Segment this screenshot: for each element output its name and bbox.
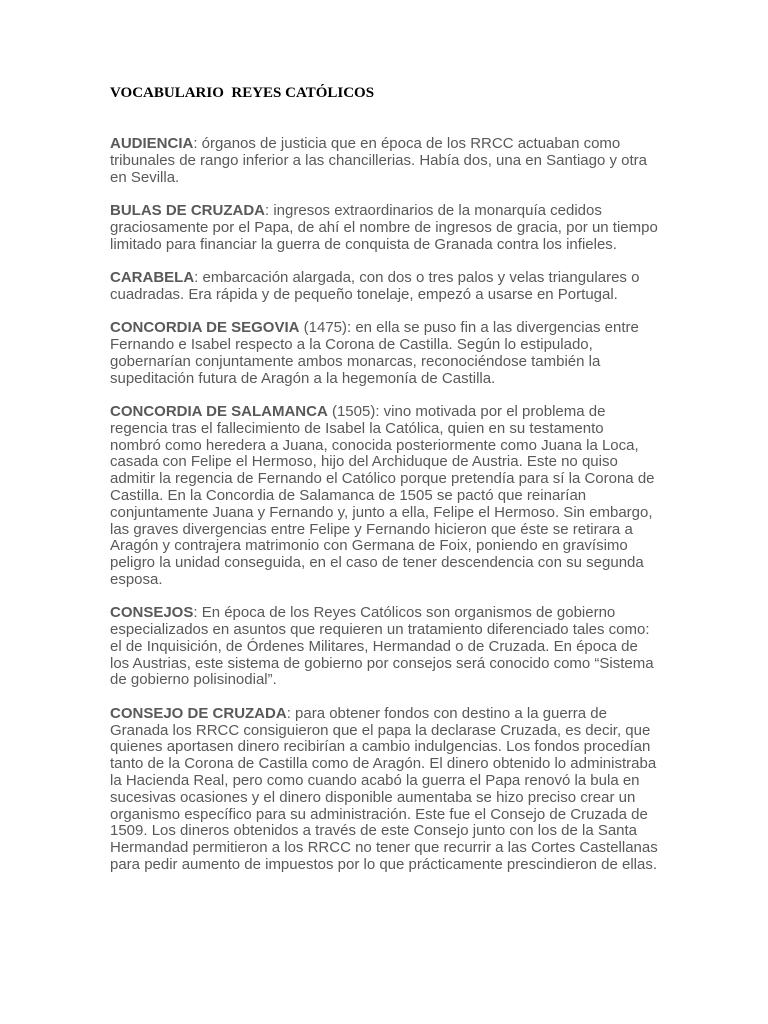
- vocabulary-entry-concordia-de-segovia: [110, 320, 658, 387]
- vocabulary-list: [110, 136, 658, 890]
- entry-definition: : embarcación alargada, con dos o tres palos y velas triangulares o cuadradas. Era rápida y de pequeño tonelaje, empezó a usarse en Portugal.: [110, 268, 640, 303]
- entry-term: CONCORDIA DE SALAMANCA: [110, 402, 328, 420]
- entry-definition: : para obtener fondos con destino a la guerra de Granada los RRCC consiguieron que el papa la declarase Cruzada, es decir, que quienes aportasen dinero recibirían a cambio indulgencias. Los fondos procedían tanto de la Corona de Castilla como de Aragón. El dinero obtenido lo administraba la Hacienda Real, pero como cuando acabó la guerra el Papa renovó la bula en sucesivas ocasiones y el dinero disponible aumentaba se hizo preciso crear un organismo específico para su administración. Este fue el Consejo de Cruzada de 1509. Los dineros obtenidos a través de este Consejo junto con los de la Santa Hermandad permitieron a los RRCC no tener que recurrir a las Cortes Castellanas para pedir aumento de impuestos por lo que prácticamente prescindieron de ellas.: [110, 704, 658, 874]
- entry-date: (1505): [327, 402, 376, 420]
- vocabulary-entry-bulas-de-cruzada: [110, 203, 658, 253]
- entry-date: (1475): [299, 319, 347, 337]
- vocabulary-entry-consejos: [110, 605, 658, 689]
- entry-term: BULAS DE CRUZADA: [110, 201, 265, 219]
- entry-definition: : órganos de justicia que en época de los RRCC actuaban como tribunales de rango inferior a las chancillerias. Había dos, una en Santiago y otra en Sevilla.: [110, 135, 647, 186]
- document-title: VOCABULARIO REYES CATÓLICOS: [110, 85, 375, 101]
- entry-term: CONSEJO DE CRUZADA: [110, 704, 287, 722]
- entry-definition: : ingresos extraordinarios de la monarquía cedidos graciosamente por el Papa, de ahí el nombre de ingresos de gracia, por un tiempo limitado para financiar la guerra de conquista de Granada contra los infieles.: [110, 201, 658, 253]
- vocabulary-entry-consejo-de-cruzada: [110, 706, 658, 874]
- entry-term: CONSEJOS: [110, 604, 194, 622]
- entry-definition: : vino motivada por el problema de regencia tras el fallecimiento de Isabel la Católica, quien en su testamento nombró como heredera a Juana, conocida posteriormente como Juana la Loca, casada con Felipe el Hermoso, hijo del Archiduque de Austria. Este no quiso admitir la regencia de Fernando el Católico porque pretendía para sí la Corona de Castilla. En la Concordia de Salamanca de 1505 se pactó que reinarían conjuntamente Juana y Fernando y, junto a ella, Felipe el Hermoso. Sin embargo, las graves divergencias entre Felipe y Fernando hicieron que éste se retirara a Aragón y contrajera matrimonio con Germana de Foix, poniendo en gravísimo peligro la unidad conseguida, en el caso de tener descendencia con su segunda esposa.: [110, 402, 655, 588]
- vocabulary-entry-carabela: [110, 270, 658, 304]
- vocabulary-entry-audiencia: [110, 136, 658, 186]
- vocabulary-entry-concordia-de-salamanca: [110, 404, 658, 589]
- entry-definition: : En época de los Reyes Católicos son organismos de gobierno especializados en asuntos que requieren un tratamiento diferenciado tales como: el de Inquisición, de Órdenes Militares, Hermandad o de Cruzada. En época de los Austrias, este sistema de gobierno por consejos será conocido como “Sistema de gobierno polisinodial”.: [110, 604, 654, 689]
- entry-term: CARABELA: [110, 268, 195, 286]
- entry-term: CONCORDIA DE SEGOVIA: [110, 319, 300, 337]
- entry-term: AUDIENCIA: [110, 135, 194, 152]
- entry-definition: : en ella se puso fin a las divergencias entre Fernando e Isabel respecto a la Corona de Castilla. Según lo estipulado, gobernarían conjuntamente ambos monarcas, reconociéndose también la supeditación futura de Aragón a la hegemonía de Castilla.: [110, 319, 639, 387]
